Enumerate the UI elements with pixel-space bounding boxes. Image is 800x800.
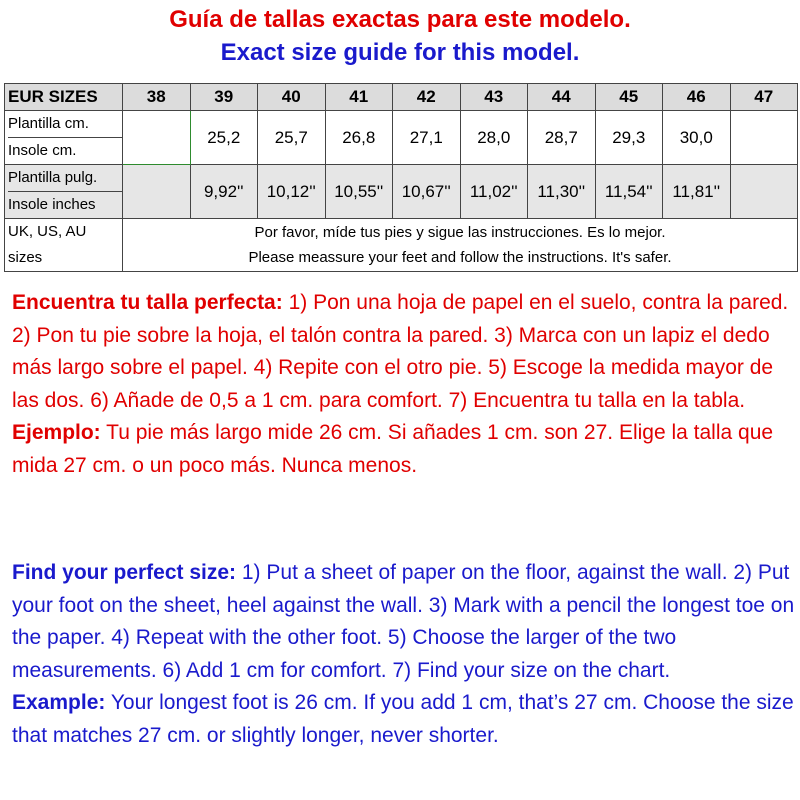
example-label: Ejemplo: (12, 421, 101, 445)
table-cell: 10,12'' (258, 165, 326, 219)
title-english: Exact size guide for this model. (220, 39, 580, 66)
table-cell (730, 165, 798, 219)
example-body: Your longest foot is 26 cm. If you add 1 cm, that’s 27 cm. Choose the size that matches 27 cm. or slightly longer, never shorter. (12, 691, 794, 747)
notice-spanish: Por favor, míde tus pies y sigue las instrucciones. Es lo mejor. (254, 224, 666, 241)
size-header-cell: 46 (663, 84, 731, 111)
table-cell: 27,1 (393, 111, 461, 165)
example-label: Example: (12, 691, 106, 715)
row-label-insole-cm (5, 111, 123, 165)
table-cell: 10,67'' (393, 165, 461, 219)
instructions-paragraph (12, 557, 798, 687)
table-cell: 29,3 (595, 111, 663, 165)
table-row-insole-cm (5, 111, 798, 165)
instructions-spanish (12, 287, 798, 483)
size-header-cell: 38 (123, 84, 191, 111)
table-cell: 11,02'' (460, 165, 528, 219)
size-header-cell: 42 (393, 84, 461, 111)
instructions-heading: Find your perfect size: (12, 561, 237, 584)
size-header-cell: 47 (730, 84, 798, 111)
table-header-row (5, 84, 798, 111)
table-cell: 10,55'' (325, 165, 393, 219)
row-label-es: Plantilla cm. (8, 111, 122, 137)
size-header-cell: 44 (528, 84, 596, 111)
table-cell: 25,7 (258, 111, 326, 165)
instructions-heading: Encuentra tu talla perfecta: (12, 291, 283, 314)
row-label-insole-inches (5, 165, 123, 219)
row-label-en: Insole inches (8, 191, 122, 218)
eur-sizes-header: EUR SIZES (5, 84, 123, 111)
measure-notice (123, 219, 798, 272)
size-chart-table (4, 83, 798, 272)
size-header-cell: 45 (595, 84, 663, 111)
table-cell: 25,2 (190, 111, 258, 165)
example-body: Tu pie más largo mide 26 cm. Si añades 1 cm. son 27. Elige la talla que mida 27 cm. o un poco más. Nunca menos. (12, 421, 774, 477)
table-cell: 28,0 (460, 111, 528, 165)
instructions-paragraph (12, 287, 798, 417)
table-cell: 30,0 (663, 111, 731, 165)
table-row-insole-inches (5, 165, 798, 219)
table-cell: 26,8 (325, 111, 393, 165)
row-label-en: Insole cm. (8, 137, 122, 164)
instructions-body: 1) Put a sheet of paper on the floor, against the wall. 2) Put your foot on the sheet, heel against the wall. 3) Mark with a pencil the longest toe on the paper. 4) Repeat with the other foot. 5) Choose the larger of the two measurements. 6) Add 1 cm for comfort. 7) Find your size on the chart. (12, 561, 795, 682)
table-cell: 11,54'' (595, 165, 663, 219)
example-paragraph (12, 687, 798, 752)
instructions-english (12, 557, 798, 753)
table-row-uk-us-au (5, 219, 798, 272)
table-cell (730, 111, 798, 165)
example-paragraph (12, 417, 798, 482)
table-cell: 9,92'' (190, 165, 258, 219)
size-header-cell: 43 (460, 84, 528, 111)
table-cell: 11,30'' (528, 165, 596, 219)
notice-english: Please meassure your feet and follow the instructions. It's safer. (248, 249, 672, 266)
title-spanish: Guía de tallas exactas para este modelo. (169, 6, 631, 33)
table-cell: 28,7 (528, 111, 596, 165)
row-label-line2: sizes (8, 249, 43, 266)
row-label-uk-us-au (5, 219, 123, 272)
instructions-body: 1) Pon una hoja de papel en el suelo, contra la pared. 2) Pon tu pie sobre la hoja, el talón contra la pared. 3) Marca con un lapiz el dedo más largo sobre el papel. 4) Repite con el otro pie. 5) Escoge la medida mayor de las dos. 6) Añade de 0,5 a 1 cm. para comfort. 7) Encuentra tu talla en la tabla. (12, 291, 789, 412)
table-cell (123, 111, 191, 165)
row-label-line1: UK, US, AU (8, 223, 87, 240)
row-label-es: Plantilla pulg. (8, 169, 98, 186)
table-cell (123, 165, 191, 219)
size-header-cell: 41 (325, 84, 393, 111)
size-header-cell: 39 (190, 84, 258, 111)
size-header-cell: 40 (258, 84, 326, 111)
table-cell: 11,81'' (663, 165, 731, 219)
